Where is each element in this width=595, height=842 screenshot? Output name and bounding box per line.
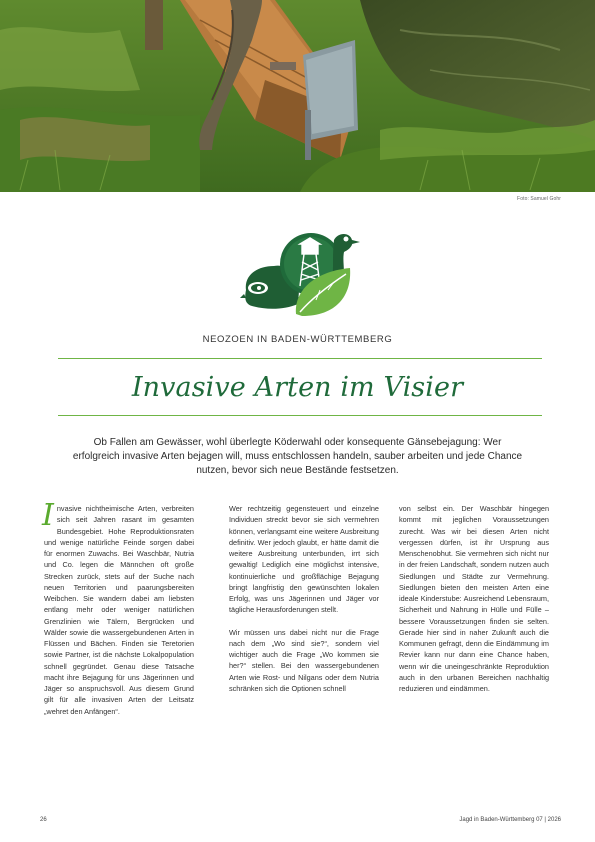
article-title: Invasive Arten im Visier xyxy=(131,372,464,403)
article-column-3 xyxy=(399,503,549,694)
divider-top xyxy=(58,358,542,359)
article-lead: Ob Fallen am Gewässer, wohl überlegte Köderwahl oder konsequente Gänsebejagung: Wer erfolgreich invasive Arten bejagen will, muss entschlossen handeln, sauber arbeiten und jede Chance nutzen, bevor sich neue Bestände festsetzen. xyxy=(72,437,523,476)
raccoon-hunting-stand-goose-leaf-logo xyxy=(238,228,362,320)
trap-photo-illustration xyxy=(0,0,595,192)
divider-bottom xyxy=(58,415,542,416)
article-column-2 xyxy=(229,503,379,694)
photo-credit: Foto: Samuel Gohr xyxy=(517,196,561,202)
section-logo xyxy=(238,228,362,320)
paragraph-text: nvasive nichtheimische Arten, verbreiten sich seit Jahren rasant im gesamten Bundesgebiet. Hohe Reproduktionsraten und wenige natürliche Feinde sorgen dabei für enormen Zuwachs. Bei Waschbär, Nutria und Co. legen die Männchen oft große Strecken zurück, stets auf der Suche nach neuen Territorien und paarungsbereiten Weibchen. Sie wandern dabei am liebsten entlang mehr oder weniger natürlichen Grenzlinien wie Tälern, Bergrücken und Wälder sowie die wassergebundenen Arten in Flüssen und Bächen. Finden sie Teretorien sowie Partner, ist die nächste Lokalpopulation schnell gegründet. Genau diese Tatsache macht ihre Bejagung für uns Jägerinnen und Jäger so anspruchsvoll. Aus diesem Grund gilt für alle invasiven Arten der Leitsatz „wehret den Anfängen“. xyxy=(44,504,194,716)
publication-info: Jagd in Baden-Württemberg 07 | 2026 xyxy=(459,817,561,823)
drop-cap: I xyxy=(42,498,54,533)
paragraph: von selbst ein. Der Waschbär hingegen kommt mit jeglichen Voraussetzungen zurecht. Was wir bei diesen Arten nicht vergessen dürfen, ist ihr Ursprung aus Menschenobhut. Sie vermehren sich nicht nur in der freien Landschaft, sondern nutzen auch Siedlungen und Städte zur Vermehrung. Siedlungen bieten den meisten Arten eine ideale Kinderstube: Ausreichend Lebensraum, Sicherheit und Nahrung in Hülle und Fülle – bessere Voraussetzungen finden sie selten. Gerade hier sind in naher Zukunft auch die Kommunen gefragt, denn die Eindämmung im Revier kann nur dann eine Chance haben, wenn wir die uneingeschränkte Reproduktion auch in den urbanen Bereichen nachhaltig reduzieren und eindämmen. xyxy=(399,504,549,693)
article-column-1 xyxy=(42,498,194,717)
paragraph xyxy=(42,498,194,717)
paragraph: Wir müssen uns dabei nicht nur die Frage nach dem „Wo sind sie?“, sondern viel wichtiger auch die Frage „Wo kommen sie her?“ stellen. Bei den wassergebundenen Arten wie Rost- und Nilgans oder dem Nutria schränken sich die Optionen schnell xyxy=(229,627,379,693)
section-kicker: NEOZOEN IN BADEN-WÜRTTEMBERG xyxy=(202,334,393,345)
paragraph: Wer rechtzeitig gegensteuert und einzelne Individuen streckt bevor sie sich vermehren können, verlangsamt eine weitere Ausbreitung definitiv. Wer jedoch glaubt, er hätte damit die weitere Ausbreitung unterbunden, irrt sich gewaltig! Lediglich eine möglichst intensive, kontinuierliche und großflächige Bejagung bringt langfristig den gewünschten lokalen Erfolg, was uns Jägerinnen und Jäger vor tägliche Herausforderungen stellt. xyxy=(229,504,379,615)
header-photo xyxy=(0,0,595,192)
page-number: 26 xyxy=(40,817,47,823)
